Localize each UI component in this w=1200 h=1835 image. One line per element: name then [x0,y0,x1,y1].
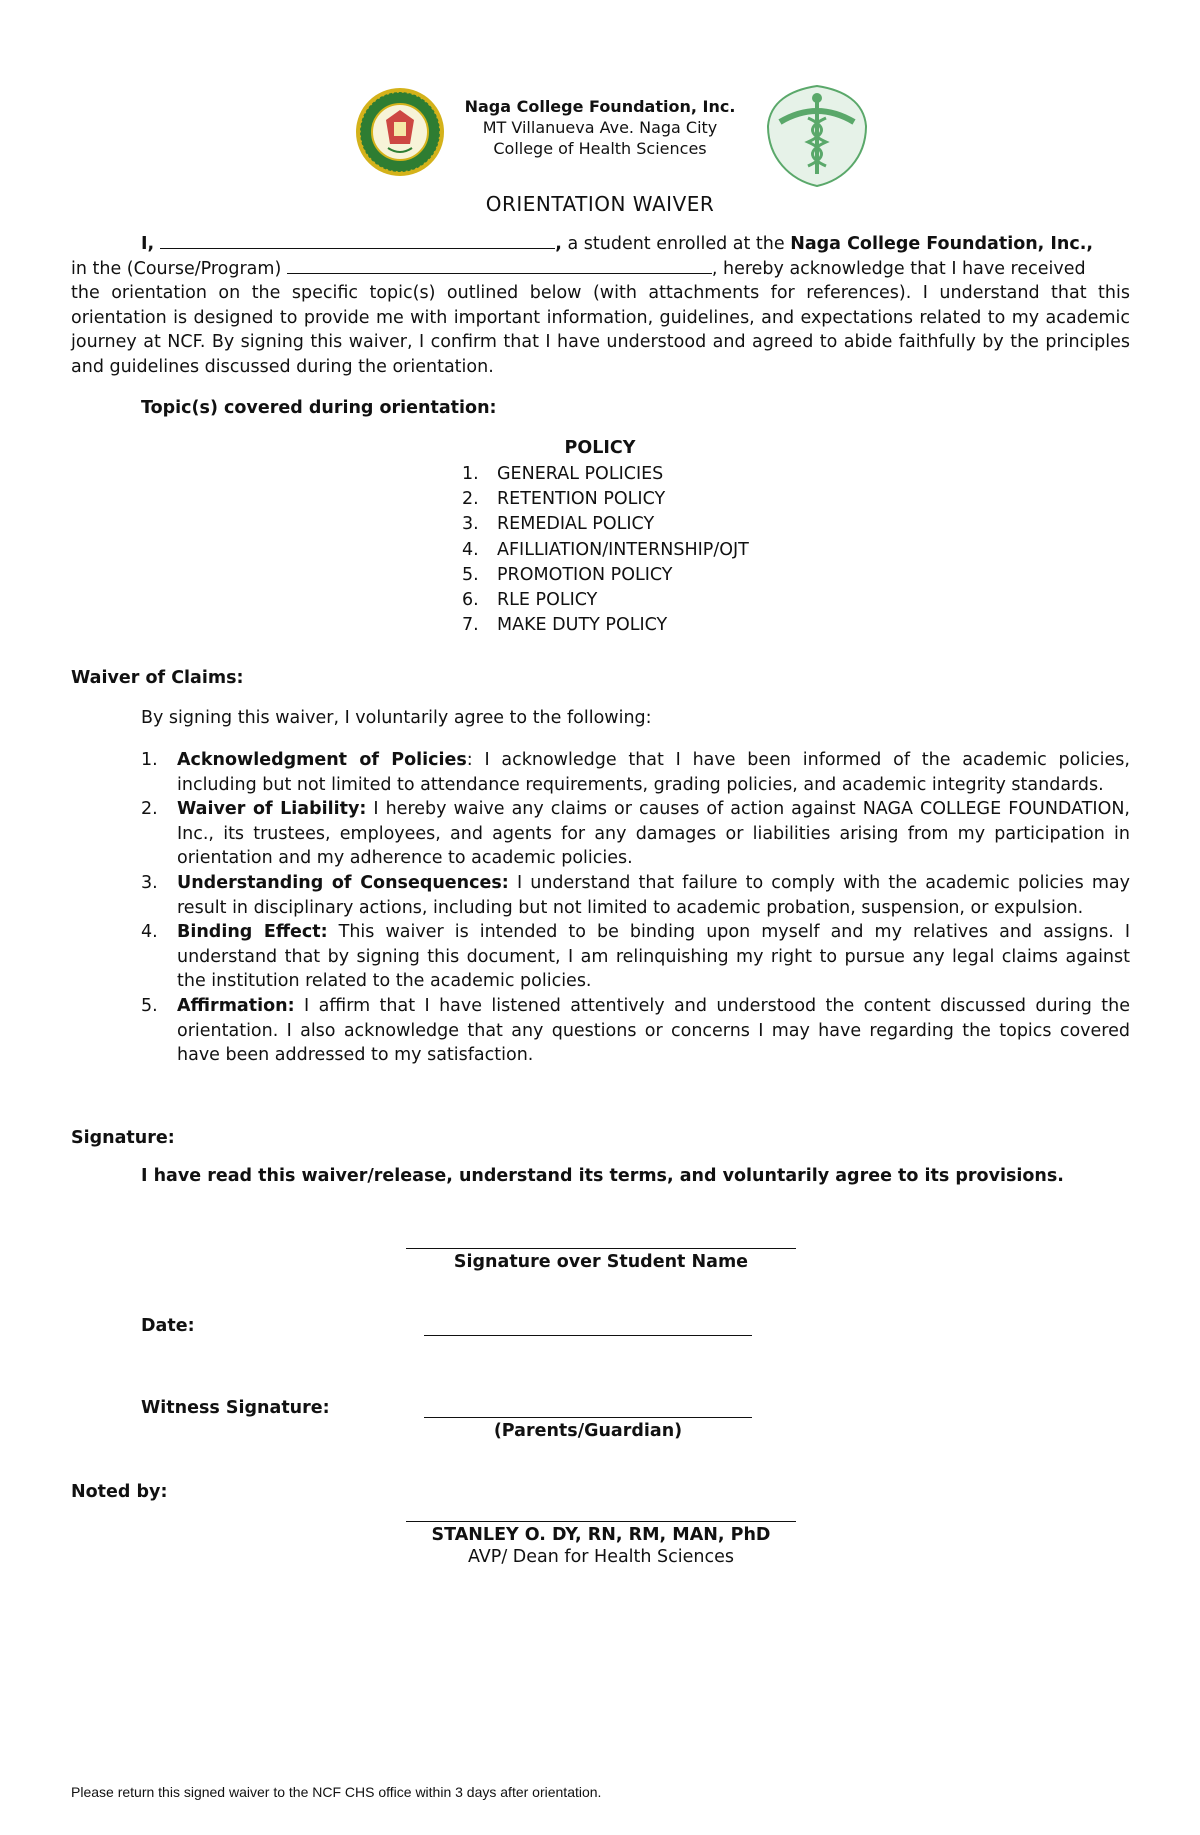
policy-label: MAKE DUTY POLICY [497,615,668,636]
college-name: College of Health Sciences [493,139,707,158]
waiver-item-title: Binding Effect: [177,922,328,943]
waiver-item-title: Acknowledgment of Policies [177,750,467,770]
waiver-item-text: I hereby waive any claims or causes of action against NAGA COLLEGE FOUNDATION, Inc., its trustees, employees, and agents for any damages or liabilities arising from my participation in orientation and my adherence to academic policies. [177,799,1130,869]
waiver-item-sep [295,996,304,1016]
list-item [462,538,749,563]
date-line[interactable] [424,1335,752,1336]
waiver-list [141,748,1130,1068]
policy-label: RLE POLICY [497,589,598,610]
course-suffix: , hereby acknowledge that I have received [711,258,1086,279]
list-number: 7. [462,615,479,636]
policy-label: RETENTION POLICY [497,489,666,510]
date-label: Date: [141,1316,195,1336]
student-signature-line[interactable] [406,1248,796,1249]
list-item [141,920,1130,994]
course-prefix: in the (Course/Program) [71,258,287,279]
list-item [141,994,1130,1068]
footer-note: Please return this signed waiver to the NCF CHS office within 3 days after orientation. [71,1784,602,1800]
signature-heading: Signature: [71,1128,175,1148]
policy-list [462,462,749,638]
waiver-item-sep [509,873,517,893]
intro-paragraph [71,232,1130,380]
list-number: 4. [462,539,479,560]
waiver-item-text: I acknowledge that I have been informed of the academic policies, including but not limited to attendance requirements, grading policies, and academic integrity standards. [177,750,1130,795]
waiver-intro: By signing this waiver, I voluntarily agree to the following: [141,708,652,728]
list-number: 3. [462,514,479,535]
waiver-item-title: Affirmation: [177,995,295,1016]
intro-enrolled-text: a student enrolled at the [561,234,791,254]
list-number: 6. [462,589,479,610]
policy-label: GENERAL POLICIES [497,464,664,484]
waiver-item-sep [328,922,339,942]
list-number: 2. [462,489,479,510]
list-item [462,487,749,512]
intro-comma: , [555,234,562,254]
list-item [141,748,1130,797]
list-number: 5. [141,995,158,1016]
institution-comma: , [1086,234,1094,254]
dean-title: AVP/ Dean for Health Sciences [467,1547,735,1567]
page-title: ORIENTATION WAIVER [485,192,715,216]
waiver-item-text: I understand that failure to comply with the academic policies may result in disciplinary actions, including but not limited to academic probation, suspension, or expulsion. [177,872,1130,918]
waiver-item-text: I affirm that I have listened attentively and understood the content discussed during the orientation. I also acknowledge that any questions or concerns I may have regarding the topics covered have been addressed to my satisfaction. [177,995,1130,1066]
intro-body: the orientation on the specific topic(s) outlined below (with attachments for references). I understand that this orientation is designed to provide me with important information, guidelines, and expectations related to my academic journey at NCF. By signing this waiver, I confirm that I have understood and agreed to abide faithfully by the principles and guidelines discussed during the orientation. [71,283,1130,377]
student-signature-caption: Signature over Student Name [453,1252,749,1272]
list-item [141,871,1130,920]
student-name-blank[interactable] [160,234,555,249]
witness-caption: (Parents/Guardian) [493,1421,683,1441]
policy-label: AFILLIATION/INTERNSHIP/OJT [497,539,749,560]
policy-heading: POLICY [564,438,636,458]
list-item [462,563,749,588]
waiver-item-title: Understanding of Consequences: [177,872,509,893]
list-number: 3. [141,872,158,893]
list-item [462,462,749,487]
list-number: 2. [141,799,158,820]
list-item [462,613,749,638]
dean-name: STANLEY O. DY, RN, RM, MAN, PhD [431,1525,771,1545]
policy-label: PROMOTION POLICY [497,564,673,585]
header-block [420,96,780,159]
waiver-item-sep: : [466,750,485,770]
waiver-heading: Waiver of Claims: [71,668,244,688]
list-number: 4. [141,922,158,943]
witness-label: Witness Signature: [141,1398,330,1418]
list-number: 5. [462,564,479,585]
list-number: 1. [141,750,158,770]
noted-by-label: Noted by: [71,1482,168,1502]
list-number: 1. [462,464,479,484]
witness-signature-line[interactable] [424,1417,752,1418]
agreement-statement: I have read this waiver/release, understand its terms, and voluntarily agree to its provisions. [141,1166,1064,1186]
list-item [141,797,1130,871]
topics-heading: Topic(s) covered during orientation: [141,398,497,418]
waiver-item-text: This waiver is intended to be binding upon myself and my relatives and assigns. I understand that by signing this document, I am relinquishing my right to pursue any legal claims against the institution related to the academic policies. [177,922,1130,992]
list-item [462,512,749,537]
intro-i-label: I, [141,234,161,254]
waiver-item-title: Waiver of Liability: [177,799,367,820]
institution-name: Naga College Foundation, Inc. [790,234,1087,254]
dean-signature-line[interactable] [406,1521,796,1522]
org-name: Naga College Foundation, Inc. [464,97,736,116]
course-program-blank[interactable] [287,259,712,274]
list-item [462,588,749,613]
org-address: MT Villanueva Ave. Naga City [482,118,718,137]
policy-label: REMEDIAL POLICY [497,514,655,535]
